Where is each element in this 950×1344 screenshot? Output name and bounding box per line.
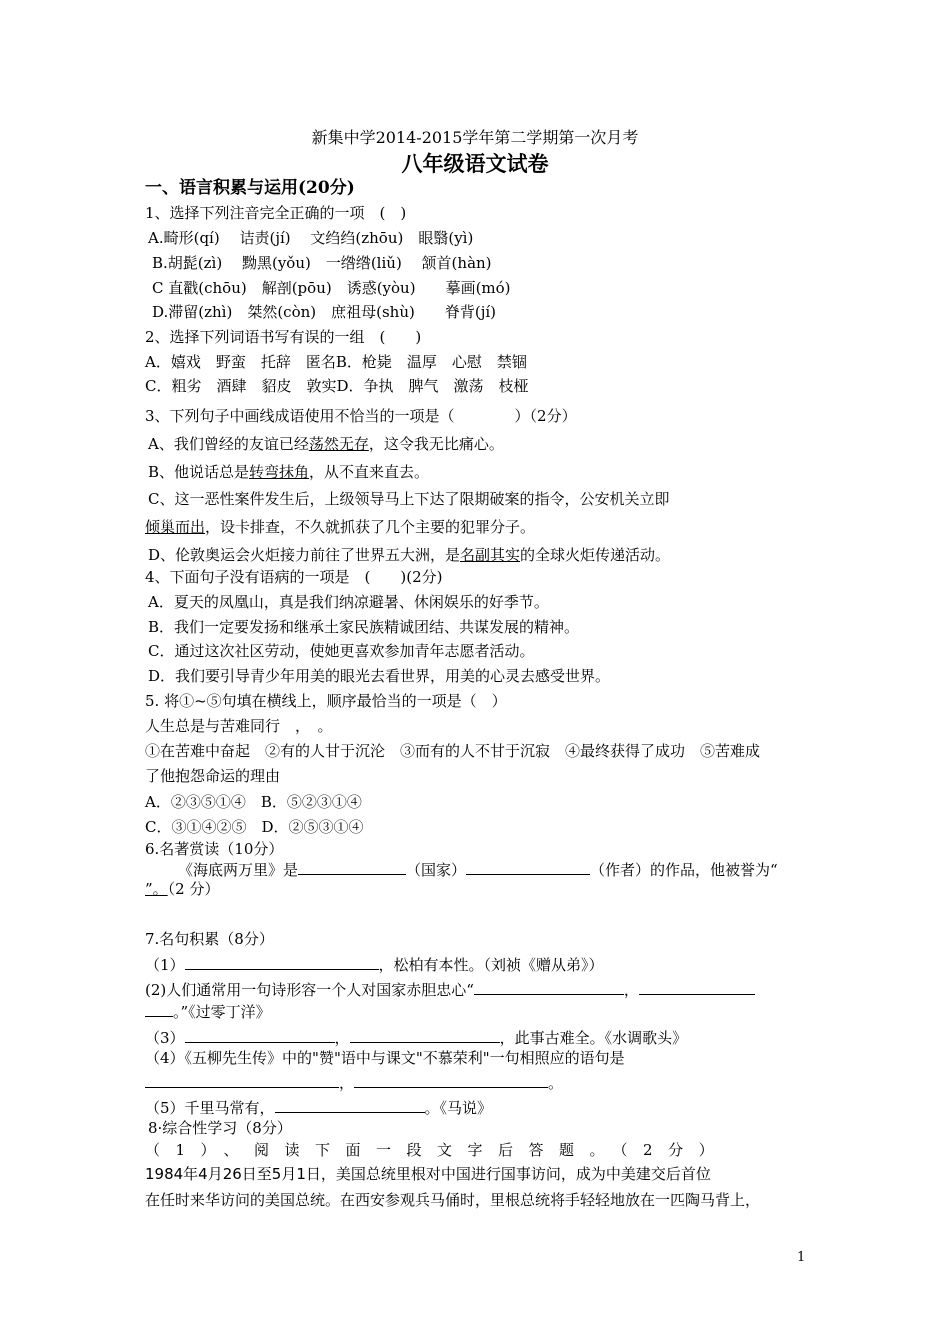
page-number: 1 [797,1250,806,1265]
q3-a-idiom: 荡然无存 [308,435,369,453]
q7-s4-line1: （4）《五柳先生传》中的"赞"语中与课文"不慕荣利"一句相照应的语句是 [145,1049,625,1067]
q7-s2-line1 [145,979,755,1000]
q7-s2-line2 [145,1001,271,1022]
q7-s1-post: ，松柏有本性。（刘祯《赠从弟》） [378,956,604,974]
q7-s4-blank-1[interactable] [145,1072,339,1088]
q4-stem: 4、下面句子没有语病的一项是 ( )(2分) [145,568,443,586]
q7-s3-blank-2[interactable] [350,1027,500,1043]
q3-b-idiom: 转弯抹角 [249,463,310,481]
q7-s3-post: ，此事古难全。《水调歌头》 [499,1029,688,1047]
q3-d-post: 的全球火炬传递活动。 [520,546,671,564]
q8-paragraph-line1: 1984年4月26日至5月1日，美国总统里根对中国进行国事访问，成为中美建交后首位 [145,1165,711,1183]
q7-s4-blank-2[interactable] [354,1072,548,1088]
q4-option-b: B．我们一定要发扬和继承土家民族精诚团结、共谋发展的精神。 [148,618,580,636]
q3-stem: 3、下列句子中画线成语使用不恰当的一项是（ ）（2分） [145,407,577,425]
q7-s1 [145,954,604,975]
q3-c-post: ，设卡排查，不久就抓获了几个主要的犯罪分子。 [205,518,536,536]
q5-context: 人生总是与苦难同行 ， 。 [145,717,333,735]
q8-sub1: （1）、阅读下面一段文字后答题。（2分） [145,1141,730,1159]
q7-s2-blank-3[interactable] [145,1001,173,1017]
q3-a-post: ，这令我无比痛心。 [368,435,504,453]
q1-option-c: C 直戳(chōu) 解剖(pōu) 诱惑(yòu) 摹画(mó) [152,279,511,297]
q3-option-a [148,434,504,454]
q7-s5-blank[interactable] [275,1097,425,1113]
q7-s4-comma: ， [339,1074,355,1092]
q8-stem: 8·综合性学习（8分） [148,1119,292,1137]
q6-line1-c: （作者）的作品，他被誉为“ [590,861,778,879]
q6-stem: 6.名著赏读（10分） [145,840,284,858]
q6-title-blank[interactable]: ”。 [145,880,168,898]
q7-s2-post: 。”《过零丁洋》 [173,1003,271,1021]
q7-s5-pre: （5）千里马常有， [145,1099,275,1117]
q7-s3-pre: （3） [145,1029,185,1047]
q3-a-pre: A、我们曾经的友谊已经 [148,435,309,453]
q6-line1-b: （国家） [406,861,467,879]
exam-title: 八年级语文试卷 [401,151,549,176]
q7-s3-comma: ， [334,1029,350,1047]
q7-s2-blank-2[interactable] [639,979,755,995]
q5-items-line1: ①在苦难中奋起 ②有的人甘于沉沦 ③而有的人不甘于沉寂 ④最终获得了成功 ⑤苦难成 [145,742,761,760]
q1-option-a: A.畸形(qí) 诘责(jí) 文绉绉(zhōu) 眼翳(yì) [148,229,474,247]
q1-option-b: B.胡髭(zì) 黝黑(yǒu) 一绺绺(liǔ) 颔首(hàn) [152,254,492,272]
q3-b-post: ，从不直来直去。 [309,463,430,481]
q1-option-d: D.滞留(zhì) 桀然(còn) 庶祖母(shù) 脊背(jí) [152,303,496,321]
q7-s3 [145,1027,687,1048]
q7-s3-blank-1[interactable] [185,1027,335,1043]
q4-option-a: A．夏天的凤凰山，真是我们纳凉避暑、休闲娱乐的好季节。 [148,593,549,611]
q6-line2 [145,879,219,899]
q5-items-line2: 了他抱怨命运的理由 [145,767,281,785]
q7-s5-post: 。《马说》 [424,1099,493,1117]
q3-d-idiom: 名副其实 [460,546,521,564]
q6-line2-post: （2 分） [167,880,220,898]
q5-options-cd: C．③①④②⑤ D．②⑤③①④ [145,818,364,836]
q7-s4-line2 [145,1072,563,1093]
q7-s2-comma: ， [623,981,639,999]
q7-s1-blank[interactable] [185,954,379,970]
q6-country-blank[interactable] [298,859,406,875]
q7-s1-pre: （1） [145,956,185,974]
q6-author-blank[interactable] [466,859,590,875]
q2-options-ab: A．嬉戏 野蛮 托辞 匿名B．枪毙 温厚 心慰 禁锢 [145,353,527,371]
q4-option-d: D．我们要引导青少年用美的眼光去看世界，用美的心灵去感受世界。 [148,667,611,685]
q2-stem: 2、选择下列词语书写有误的一组 ( ) [145,328,422,346]
q5-options-ab: A．②③⑤①④ B．⑤②③①④ [145,793,362,811]
q7-s2-text: (2)人们通常用一句诗形容一个人对国家赤胆忠心“ [145,981,474,999]
q3-d-pre: D、伦敦奥运会火炬接力前往了世界五大洲，是 [148,546,461,564]
section1-title: 一、语言积累与运用(20分) [145,178,355,198]
q3-b-pre: B、他说话总是 [148,463,250,481]
q6-line1-a: 《海底两万里》是 [178,861,299,879]
q8-paragraph-line2: 在任时来华访问的美国总统。在西安参观兵马俑时，里根总统将手轻轻地放在一匹陶马背上， [145,1191,761,1209]
q7-s2-blank-1[interactable] [474,979,624,995]
q5-stem: 5. 将①~⑤句填在横线上，顺序最恰当的一项是（ ） [145,692,507,710]
q7-s4-end: 。 [548,1074,564,1092]
q6-line1 [178,859,778,880]
q2-options-cd: C．粗劣 酒肆 貂皮 敦实D．争执 脾气 激荡 枝桠 [145,377,529,395]
q4-option-c: C．通过这次社区劳动，使她更喜欢参加青年志愿者活动。 [148,642,535,660]
q3-option-b [148,462,429,482]
school-line: 新集中学2014-2015学年第二学期第一次月考 [311,128,639,147]
q3-option-c-line1: C、这一恶性案件发生后，上级领导马上下达了限期破案的指令，公安机关立即 [148,490,670,508]
q3-c-idiom: 倾巢而出 [145,518,206,536]
q3-option-c-line2 [145,517,535,537]
q7-s5 [145,1097,492,1118]
q3-option-d [148,545,670,565]
q7-stem: 7.名句积累（8分） [145,930,274,948]
q1-stem: 1、选择下列注音完全正确的一项 ( ) [145,204,407,222]
